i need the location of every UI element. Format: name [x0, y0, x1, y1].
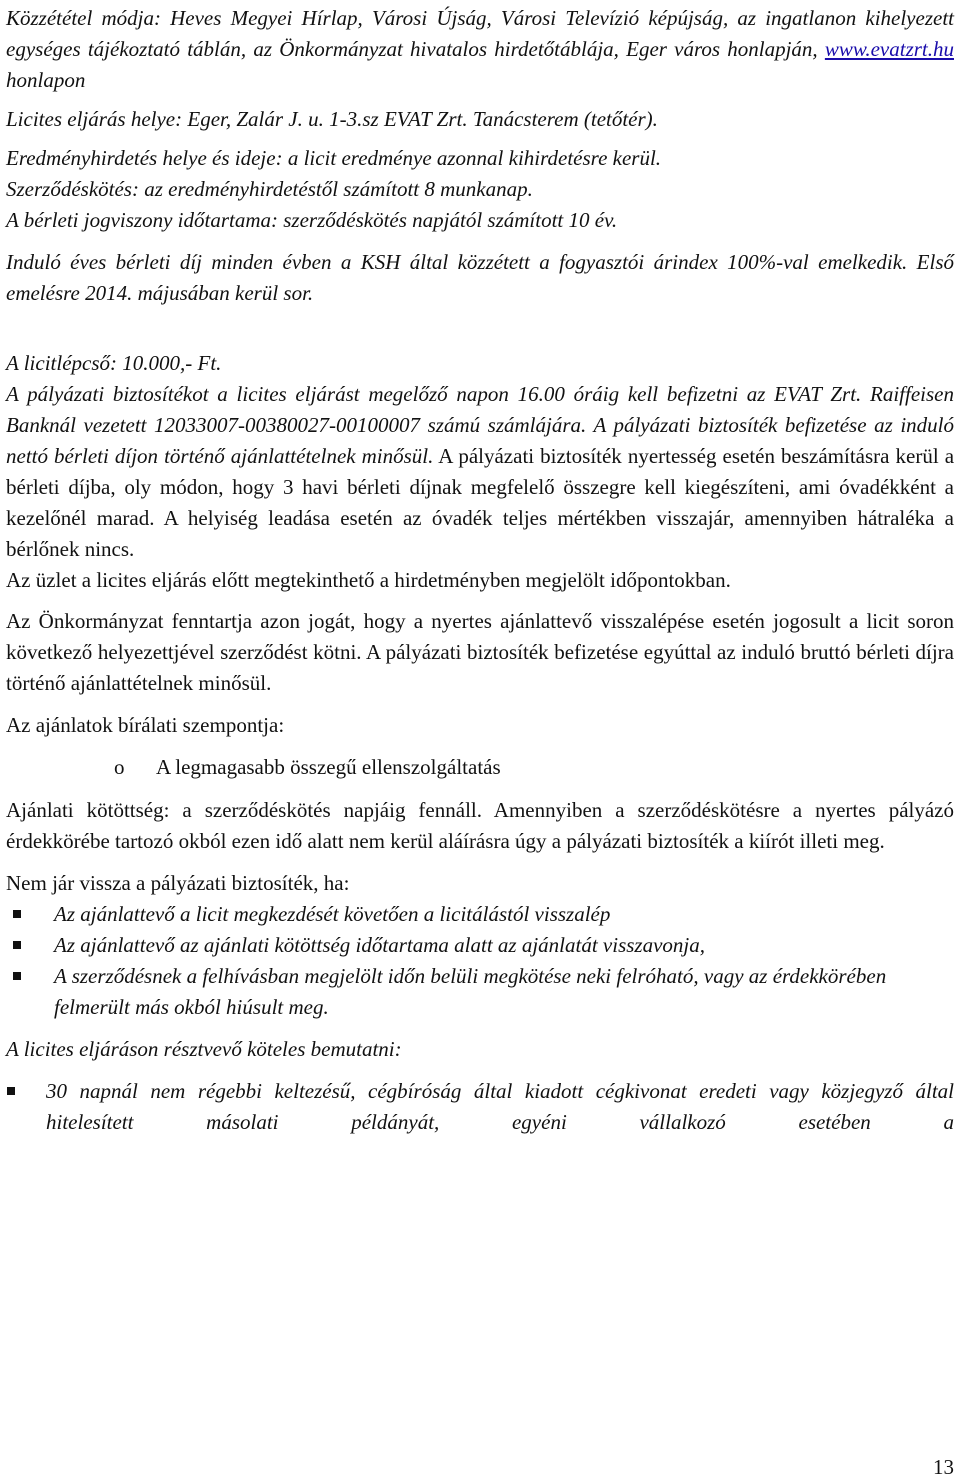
bid-increment: A licitlépcső: 10.000,- Ft. [6, 351, 222, 375]
list-item [6, 899, 954, 930]
list-item-text: A szerződésnek a felhívásban megjelölt időn belüli megkötése neki felróható, vagy az érdekkörében felmerült más okból hiúsult meg. [54, 964, 887, 1019]
square-bullet-icon [6, 961, 54, 1023]
list-item [6, 961, 954, 1023]
required-docs-heading: A licites eljáráson résztvevő köteles bemutatni: [6, 1037, 402, 1061]
deposit-text-1: A pályázati biztosítékot a licites eljárást megelőző napon 16.00 óráig kell befizetni az EVAT Zrt. Raiffeisen Banknál vezetett 12033007-00380027-00100007 számú számlájára. A pályázati biztosíték befizetése az induló nettó bérleti díjon történő ajánlattételnek minősül. [6, 382, 954, 468]
deposit-paragraph [6, 379, 954, 565]
auction-location: Licites eljárás helye: Eger, Zalár J. u. 1-3.sz EVAT Zrt. Tanácsterem (tetőtér). [6, 107, 658, 131]
page-number: 13 [933, 1455, 954, 1479]
square-bullet-icon [6, 899, 54, 930]
document-page [6, 0, 954, 1138]
viewing-line: Az üzlet a licites eljárás előtt megtekinthető a hirdetményben megjelölt időpontokban. [6, 568, 731, 592]
commitment-paragraph: Ajánlati kötöttség: a szerződéskötés napjáig fennáll. Amennyiben a szerződéskötésre a nyertes pályázó érdekkörébe tartozó okból ezen idő alatt nem kerül aláírásra úgy a pályázati biztosíték a kiírót illeti meg. [6, 798, 954, 853]
list-item-text: Az ajánlattevő a licit megkezdését követően a licitálástól visszalép [54, 902, 611, 926]
list-item [6, 930, 954, 961]
deposit-text-2: A pályázati biztosíték nyertesség esetén beszámításra kerül a bérleti díjba, oly módon, hogy 3 havi bérleti díjnak megfelelő összegre kell kiegészíteni, ami óvadékként a kezelőnél marad. A helyiség leadása esetén az óvadék teljes mértékben visszajár, amennyiben hátraléka a bérlőnek nincs. [6, 444, 955, 561]
contract-signing: Szerződéskötés: az eredményhirdetéstől számított 8 munkanap. [6, 177, 533, 201]
list-item [6, 1076, 954, 1138]
list-item-text: Az ajánlattevő az ajánlati kötöttség időtartama alatt az ajánlatát visszavonja, [54, 933, 705, 957]
publication-text: Közzététel módja: Heves Megyei Hírlap, Városi Újság, Városi Televízió képújság, az ingatlanon kihelyezett egységes tájékoztató táblán, az Önkormányzat hivatalos hirdetőtáblája, Eger város honlapján, [6, 6, 954, 61]
square-bullet-icon [6, 1076, 46, 1138]
result-announcement: Eredményhirdetés helye és ideje: a licit eredménye azonnal kihirdetésre kerül. [6, 146, 662, 170]
lease-duration: A bérleti jogviszony időtartama: szerződéskötés napjától számított 10 év. [6, 208, 618, 232]
required-docs-list [6, 1076, 954, 1138]
reservation-paragraph: Az Önkormányzat fenntartja azon jogát, hogy a nyertes ajánlattevő visszalépése esetén jogosult a licit soron következő helyezettjével szerződést kötni. A pályázati biztosíték befizetése egyúttal az induló bruttó bérleti díjra történő ajánlattételnek minősül. [6, 609, 954, 695]
criteria-text: A legmagasabb összegű ellenszolgáltatás [156, 755, 501, 779]
list-item-text: 30 napnál nem régebbi keltezésű, cégbíróság által kiadott cégkivonat eredeti vagy közjegyző által hitelesített másolati példányát, egyéni vállalkozó esetében a [46, 1079, 954, 1134]
criteria-heading: Az ajánlatok bírálati szempontja: [6, 713, 285, 737]
publication-paragraph [6, 3, 954, 96]
circle-bullet-icon: o [114, 755, 125, 779]
publication-text-end: honlapon [6, 68, 86, 92]
square-bullet-icon [6, 930, 54, 961]
rent-increase-paragraph: Induló éves bérleti díj minden évben a KSH által közzétett a fogyasztói árindex 100%-val emelkedik. Első emelésre 2014. májusában kerül sor. [6, 250, 954, 305]
no-refund-list [6, 899, 954, 1023]
criteria-item [114, 752, 954, 783]
no-refund-heading: Nem jár vissza a pályázati biztosíték, ha: [6, 871, 350, 895]
evatzrt-link[interactable]: www.evatzrt.hu [824, 37, 954, 61]
